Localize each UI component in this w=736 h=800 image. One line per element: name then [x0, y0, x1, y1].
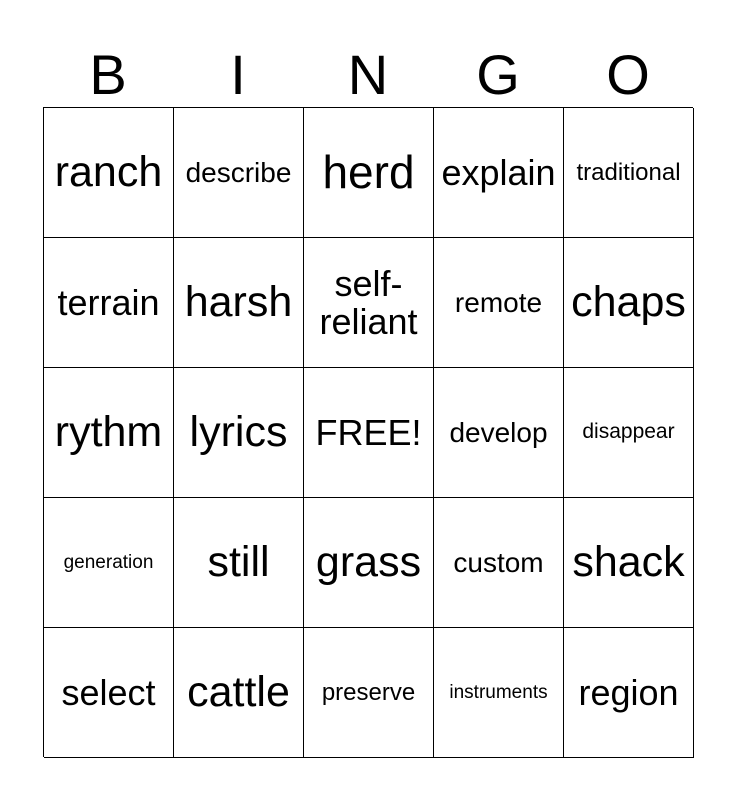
- bingo-cell[interactable]: shack: [564, 498, 694, 628]
- bingo-cell[interactable]: traditional: [564, 108, 694, 238]
- bingo-cell[interactable]: remote: [434, 238, 564, 368]
- bingo-cell[interactable]: explain: [434, 108, 564, 238]
- bingo-card-grid: [43, 107, 693, 757]
- bingo-cell[interactable]: select: [44, 628, 174, 758]
- bingo-cell[interactable]: chaps: [564, 238, 694, 368]
- bingo-cell[interactable]: herd: [304, 108, 434, 238]
- bingo-cell[interactable]: develop: [434, 368, 564, 498]
- bingo-free-space[interactable]: FREE!: [304, 368, 434, 498]
- bingo-cell[interactable]: instruments: [434, 628, 564, 758]
- bingo-cell[interactable]: harsh: [174, 238, 304, 368]
- bingo-cell[interactable]: ranch: [44, 108, 174, 238]
- bingo-cell[interactable]: preserve: [304, 628, 434, 758]
- bingo-cell[interactable]: lyrics: [174, 368, 304, 498]
- bingo-cell[interactable]: describe: [174, 108, 304, 238]
- bingo-cell[interactable]: disappear: [564, 368, 694, 498]
- bingo-cell[interactable]: still: [174, 498, 304, 628]
- bingo-cell[interactable]: grass: [304, 498, 434, 628]
- header-letter-b: B: [89, 43, 127, 106]
- bingo-cell[interactable]: rythm: [44, 368, 174, 498]
- bingo-cell[interactable]: custom: [434, 498, 564, 628]
- header-letter-g: G: [476, 43, 520, 106]
- bingo-cell[interactable]: generation: [44, 498, 174, 628]
- bingo-cell[interactable]: terrain: [44, 238, 174, 368]
- header-letter-n: N: [347, 43, 389, 106]
- bingo-cell[interactable]: cattle: [174, 628, 304, 758]
- header-letter-i: I: [230, 43, 246, 106]
- bingo-header: [43, 44, 693, 106]
- bingo-cell[interactable]: region: [564, 628, 694, 758]
- header-letter-o: O: [606, 43, 650, 106]
- bingo-cell[interactable]: self-reliant: [304, 238, 434, 368]
